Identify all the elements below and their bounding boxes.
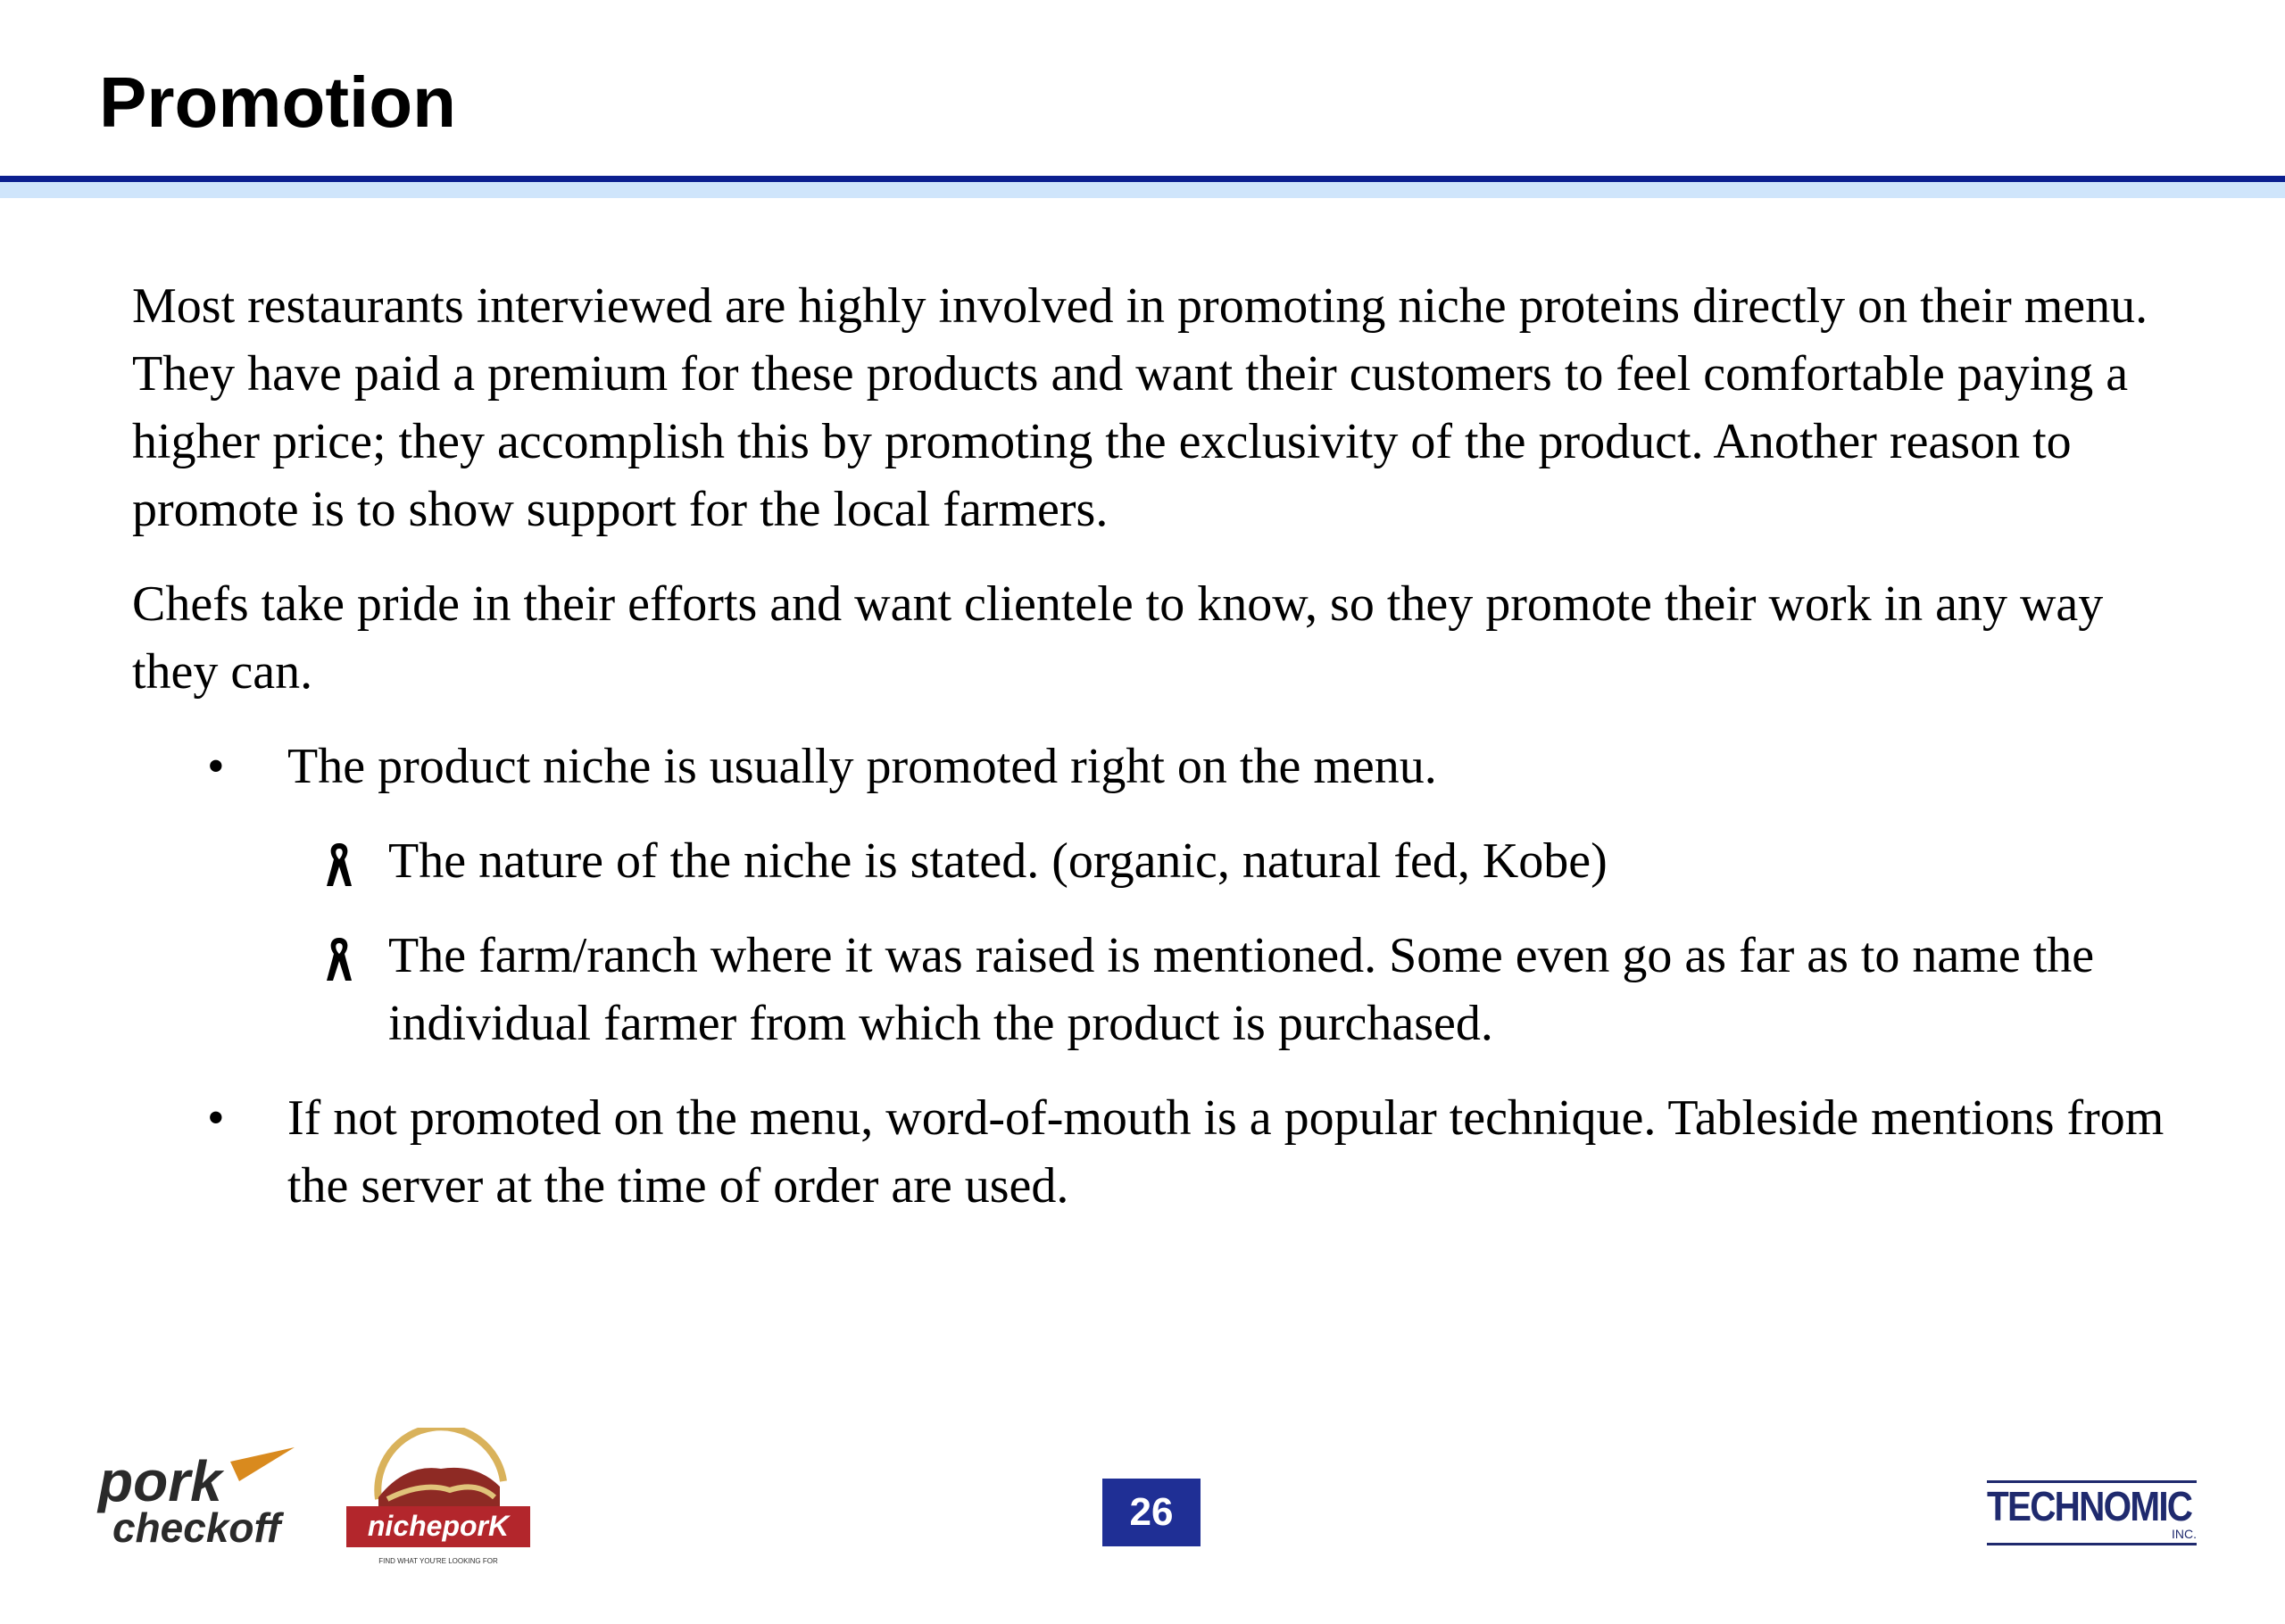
title-divider: [0, 176, 2285, 182]
svg-text:nicheporK: nicheporK: [367, 1510, 510, 1542]
bullet-text: The product niche is usually promoted right on the menu.: [287, 739, 1437, 794]
bullet-text: If not promoted on the menu, word-of-mouth is a popular technique. Tableside mentions from the server at the time of order are used.: [287, 1090, 2165, 1214]
ribbon-icon: [321, 934, 357, 984]
pork-checkoff-logo: [96, 1446, 302, 1553]
bullet-item: [132, 733, 2185, 800]
technomic-logo: [1987, 1477, 2197, 1548]
niche-pork-logo: [343, 1428, 534, 1570]
svg-text:pork: pork: [98, 1449, 222, 1513]
sub-bullet-item: [132, 827, 2185, 895]
logo-rule-bottom: [1987, 1543, 2197, 1545]
bullet-dot: •: [207, 739, 225, 794]
title-divider-highlight: [0, 182, 2285, 198]
page-number-badge: 26: [1102, 1479, 1201, 1546]
slide-title: Promotion: [99, 62, 456, 142]
paragraph-1: Most restaurants interviewed are highly involved in promoting niche proteins directly on their menu. They have paid a premium for these products and want their customers to feel comfortable paying a higher price; they accomplish this by promoting the exclusivity of the product. Another reason to promote is to show support for the local farmers.: [132, 278, 2148, 537]
technomic-wordmark: TECHNOMIC: [1987, 1483, 2192, 1529]
svg-text:checkoff: checkoff: [112, 1504, 281, 1551]
ribbon-icon: [321, 840, 357, 890]
sub-bullet-item: [132, 922, 2185, 1057]
sub-bullet-text: The farm/ranch where it was raised is mentioned. Some even go as far as to name the individual farmer from which the product is purchased.: [388, 928, 2095, 1051]
technomic-inc: INC.: [2172, 1527, 2197, 1541]
svg-text:FIND WHAT YOU'RE LOOKING FOR: FIND WHAT YOU'RE LOOKING FOR: [378, 1557, 498, 1565]
slide-body: [132, 272, 2185, 1247]
sub-bullet-text: The nature of the niche is stated. (organic, natural fed, Kobe): [388, 833, 1608, 889]
paragraph-2: Chefs take pride in their efforts and want clientele to know, so they promote their work in any way they can.: [132, 576, 2104, 700]
bullet-item: [132, 1084, 2185, 1220]
bullet-dot: •: [207, 1090, 225, 1146]
